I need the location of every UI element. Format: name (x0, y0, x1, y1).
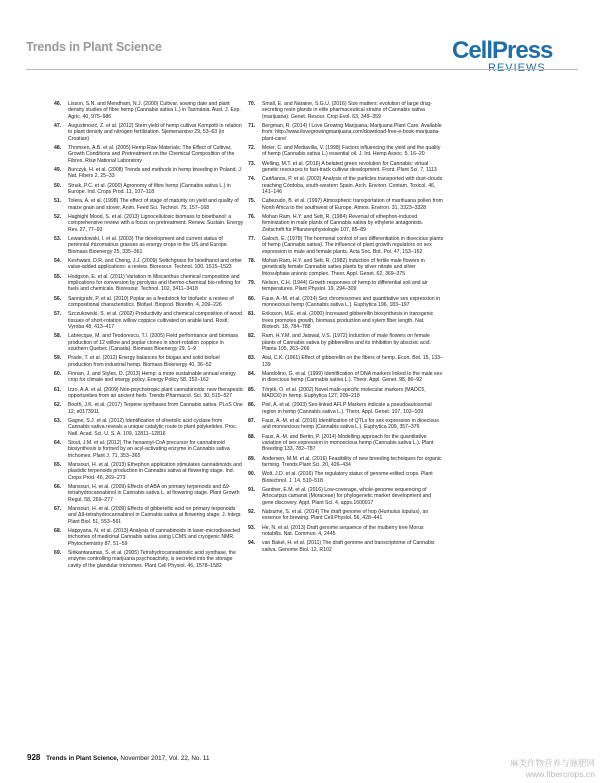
reference-item (54, 145, 244, 164)
logo-wordmark: CellPress (452, 37, 553, 64)
reference-text: Booth, J.K. et al. (2017) Terpene synthases from Cannabis sativa. PLoS One 12, e0173911 (68, 402, 243, 415)
reference-number: 87. (248, 418, 256, 425)
reference-item (248, 123, 444, 142)
reference-item (248, 355, 444, 368)
reference-item (54, 550, 244, 569)
reference-number: 73. (248, 160, 256, 167)
reference-number: 51. (54, 198, 62, 205)
reference-text: Finnan, J. and Styles, D. (2013) Hemp: a more sustainable annual energy crop for climate and energy policy. Energy Policy 58, 152–162 (68, 371, 236, 384)
reference-number: 93. (248, 524, 256, 531)
reference-item (248, 198, 444, 211)
reference-text: Gardner, E.M. et al. (2016) Low-coverage, whole-genome sequencing of Artocarpus camansi (Moraceae) for phylogenetic marker development and gene discovery. Appl. Plant Sci. 4, apps.1600017 (262, 487, 432, 506)
reference-text: Lewandowski, I. et al. (2003) The development and current status of perennial rhizomatous grasses as energy crops in the US and Europe. Biomass Bioenergy 25, 335–361 (68, 236, 229, 255)
reference-number: 54. (54, 257, 62, 264)
reference-number: 62. (54, 402, 62, 409)
reference-item (248, 333, 444, 352)
reference-text: He, N. et al. (2013) Draft genome sequence of the mulberry tree Morus notabilis. Nat. Commun. 4, 2445 (262, 524, 424, 538)
watermark-line1: 麻类作物营养与施肥网 (509, 758, 595, 768)
reference-text: Meier, C. and Mediavilla, V. (1998) Factors influencing the yield and the quality of hemp (Cannabis sativa L.) essential oil. J. Int. Hemp Assoc. 5, 16–20 (262, 144, 441, 158)
reference-item (248, 176, 444, 195)
reference-number: 59. (54, 355, 62, 362)
reference-number: 56. (54, 295, 62, 302)
reference-text: Keshwani, D.R. and Cheng, J.J. (2009) Switchgrass for bioethanol and other value-added applications: a review. Bioresour. Technol. 100, 1515–1523 (68, 257, 243, 271)
reference-number: 70. (248, 101, 256, 107)
reference-number: 64. (54, 440, 62, 447)
cellpress-logo (452, 38, 582, 78)
reference-item (248, 418, 444, 431)
reference-item (248, 101, 444, 120)
reference-item (54, 296, 244, 309)
reference-number: 49. (54, 166, 62, 173)
footer-issue: November 2017, Vol. 22, No. 11 (120, 755, 210, 762)
reference-text: Faux, A.-M. and Bertin, P. (2014) Modelling approach for the quantitative variation of sex expression in monoecious hemp (Cannabis sativa L.). Plant Breeding 133, 782–787 (262, 433, 434, 453)
reference-number: 46. (54, 101, 62, 107)
reference-item (248, 371, 444, 384)
reference-text: Eriksson, M.E. et al. (2000) Increased gibberellin biosynthesis in transgenic trees promotes growth, biomass production and xylem fiber length. Nat. Biotech. 18, 784–788 (262, 311, 434, 330)
reference-item (54, 484, 244, 503)
reference-item (54, 198, 244, 211)
reference-text: Small, E. and Naraine, S.G.U. (2016) Size matters: evolution of large drug-secreting resin glands in elite pharmaceutical strains of Cannabis sativa (marijuana). Genet. Resour. Crop Evol. 63, 349–359 (262, 101, 433, 120)
reference-number: 78. (248, 257, 256, 264)
reference-number: 68. (54, 527, 62, 534)
reference-item (248, 311, 444, 330)
reference-text: Thomsen, A.B. et al. (2005) Hemp Raw Materials: The Effect of Cultivar, Growth Conditions and Pretreatment on the Chemical Composition of the Fibres, Risø National Laboratory (68, 144, 235, 164)
reference-item (54, 333, 244, 352)
reference-number: 57. (54, 311, 62, 318)
reference-text: Welling, M.T. et al. (2016) A belated green revolution for Cannabis: virtual genetic resources to fast-track cultivar development. Front. Plant Sci. 7, 1113 (262, 160, 437, 173)
references-right-column (248, 101, 444, 556)
reference-text: Atal, C.K. (1961) Effect of gibberellin on the fibers of hemp. Econ. Bot. 15, 133–139 (262, 355, 443, 368)
reference-number: 74. (248, 176, 256, 183)
reference-number: 84. (248, 371, 256, 377)
reference-item (54, 167, 244, 180)
reference-number: 91. (248, 487, 256, 494)
reference-number: 90. (248, 471, 256, 478)
reference-item (54, 418, 244, 437)
reference-item (54, 183, 244, 196)
reference-number: 71. (248, 122, 256, 129)
watermark-line2: www.fibercrops.cn (526, 769, 595, 779)
reference-number: 72. (248, 144, 256, 151)
reference-number: 47. (54, 122, 62, 129)
journal-header: Trends in Plant Science (26, 40, 162, 54)
reference-number: 85. (248, 386, 256, 393)
reference-number: 75. (248, 198, 256, 205)
reference-number: 55. (54, 273, 62, 280)
reference-item (54, 274, 244, 293)
reference-number: 60. (54, 371, 62, 377)
reference-text: Happyana, N. et al. (2013) Analysis of cannabinoids in laser-microdissected trichomes of medicinal Cannabis sativa using LCMS and cryogenic NMR. Phytochemistry 87, 51–59 (68, 527, 241, 547)
reference-text: Nelson, C.H. (1944) Growth responses of hemp to differential soil and air temperatures. Plant Physiol. 19, 294–309 (262, 279, 428, 293)
reference-item (248, 145, 444, 158)
reference-text: Mansouri, H. et al. (2013) Ethephon application stimulates cannabinoids and plastidic terpenoids production in Cannabis sativa at flowering stage. Ind. Crops Prod. 46, 269–273 (68, 462, 242, 481)
reference-text: Ram, H.Y.M. and Jaiswal, V.S. (1972) Induction of male flowers on female plants of Cannabis sativa by gibberellins and its inhibition by abscisic acid. Planta 105, 263–266 (262, 333, 431, 352)
reference-item (54, 440, 244, 459)
reference-text: Natsume, S. et al. (2014) The draft genome of hop (Humulus lupulus), an essence for brewing. Plant Cell Physiol. 56, 428–441 (262, 509, 429, 522)
reference-number: 77. (248, 236, 256, 242)
reference-text: Gagne, S.J. et al. (2012) Identification of olivetolic acid cyclase from Cannabis sativa reveals a unique catalytic route to plant polyketides. Proc. Natl. Acad. Sci. U. S. A. 109, 12811–12816 (68, 418, 238, 437)
reference-text: Faux, A.-M. et al. (2016) Identification of QTLs for sex expression in dioecious and monoecious hemp (Cannabis sativa L.). Euphytica 209, 357–376 (262, 418, 439, 431)
reference-item (248, 471, 444, 484)
reference-number: 58. (54, 333, 62, 340)
reference-item (54, 355, 244, 368)
reference-item (248, 280, 444, 293)
reference-number: 89. (248, 455, 256, 462)
reference-item (248, 525, 444, 538)
reference-text: Andersen, M.M. et al. (2016) Feasibility of new breeding techniques for organic farming. Trends Plant Sci. 20, 426–434 (262, 455, 442, 469)
reference-text: Labrecque, M. and Teodorescu, T.I. (2005) Field performance and biomass production of 12 willow and poplar clones in short-rotation coppice in southern Quebec (Canada). Biomass Bioenergy 29, 1–9 (68, 333, 239, 352)
reference-item (54, 387, 244, 400)
reference-text: Lisson, S.N. and Mendham, N.J. (2000) Cultivar, sowing date and plant density studies of fibre hemp (Cannabis sativa L.) in Tasmania. Aust. J. Exp. Agric. 40, 975–986 (68, 101, 241, 120)
reference-number: 66. (54, 484, 62, 491)
reference-number: 86. (248, 402, 256, 409)
reference-item (54, 528, 244, 547)
reference-item (54, 311, 244, 330)
reference-number: 63. (54, 418, 62, 425)
reference-number: 79. (248, 279, 256, 286)
reference-text: Mansouri, H. et al. (2009) Effects of gibberellic acid on primary terpenoids and Δ9-tetrahydrocannabinol in Cannabis sativa at flowering stage. J. Integr. Plant Biol. 51, 553–561 (68, 506, 242, 525)
reference-text: Sannigrahi, P. et al. (2010) Poplar as a feedstock for biofuels: a review of compositional characteristics. Biofuel. Bioprod. Biorefin. 4, 209–226 (68, 295, 234, 308)
reference-text: Mohan Ram, H.Y. and Sett, R. (1984) Reversal of ethephon-induced feminization in male plants of Cannabis sativa by ethylene antagonists. Zeitschrift für Pflanzenphysiologie 107, 85–89 (262, 214, 424, 233)
reference-text: van Bakel, H. et al. (2011) The draft genome and transcriptome of Cannabis sativa. Genome Biol. 12, R102 (262, 540, 435, 553)
reference-item (248, 258, 444, 277)
reference-number: 48. (54, 144, 62, 151)
reference-text: Haghighi Mood, S. et al. (2013) Lignocellulosic biomass to bioethanol: a comprehensive review with a focus on pretreatment. Renew. Sustain. Energy Rev. 27, 77–93 (68, 214, 244, 233)
reference-text: Hodgson, E. et al. (2011) Variation in Miscanthus chemical composition and implications for conversion by pyrolysis and thermo-chemical bio-refining for fuels and chemicals. Bioresour. Technol. 102, 3411–3418 (68, 273, 241, 293)
reference-item (54, 402, 244, 415)
reference-text: Izzo, A.A. et al. (2009) Non-psychotropic plant cannabinoids: new therapeutic opportunities from an ancient herb. Trends Pharmacol. Sci. 30, 515–527 (68, 386, 244, 399)
reference-text: Wolt, J.D. et al. (2016) The regulatory status of genome-edited crops. Plant Biotechnol. J. 14, 510–518 (262, 471, 433, 484)
reference-number: 50. (54, 182, 62, 189)
reference-text: Mansouri, H. et al. (2009) Effects of ABA on primary terpenoids and Δ9-tetrahydrocannabinol in Cannabis sativa L. at flowering stage. Plant Growth Regul. 58, 269–277 (68, 484, 240, 503)
reference-text: Tolera, A. et al. (1998) The effect of stage of maturity on yield and quality of maize grain and stover. Anim. Feed Sci. Technol. 75, 157–168 (68, 198, 239, 211)
reference-number: 67. (54, 506, 62, 512)
reference-text: Burczyk, H. et al. (2008) Trends and methods in hemp breeding in Poland. J. Nat. Fibers 2, 25–33 (68, 166, 243, 180)
reference-text: Törjék, O. et al. (2002) Novel male-specific molecular markers (MADC5, MADC6) in hemp. Euphytica 127, 209–218 (262, 386, 426, 399)
reference-item (248, 236, 444, 255)
reference-item (248, 434, 444, 453)
reference-item (248, 387, 444, 400)
reference-text: Galoch, E. (1978) The hormonal control of sex differentiation in dioecious plants of hemp (Cannabis sativa). The influence of plant growth regulators on sex expression in male and female plants. Acta Soc. Bot. Pol. 47, 153–162 (262, 236, 444, 255)
reference-text: Stout, J.M. et al. (2012) The hexanoyl-CoA precursor for cannabinoid biosynthesis is formed by an acyl-activating enzyme in Cannabis sativa trichomes. Plant J. 71, 353–365 (68, 440, 230, 459)
reference-item (248, 456, 444, 469)
reference-text: Peil, A. et al. (2003) Sex-linked AFLP Markers indicate a pseudoautosomal region in hemp (Cannabis sativa L.). Theor. Appl. Genet. 107, 102–109 (262, 402, 432, 415)
reference-text: Bergman, R. (2014) I Love Growing Marijuana, Marijuana Plant Care. Available from: http://www.ilovegrowingmarijuana.com/download-free-e-book-marijuana-plant-care/ (262, 122, 442, 142)
reference-number: 52. (54, 214, 62, 221)
site-watermark (510, 758, 595, 780)
logo-reviews: REVIEWS (488, 62, 546, 74)
reference-item (54, 258, 244, 271)
reference-text: Mandolino, G. et al. (1999) Identification of DNA markers linked to the male sex in dioecious hemp (Cannabis sativa L.). Theor. Appl. Genet. 98, 86–92 (262, 371, 443, 384)
reference-text: Faux, A.-M. et al. (2014) Sex chromosomes and quantitative sex expression in monoecious hemp (Cannabis sativa L.). Euphytica 196, 183–197 (262, 295, 441, 308)
reference-item (248, 161, 444, 174)
footer-journal: Trends in Plant Science, (46, 755, 119, 762)
reference-item (248, 487, 444, 506)
reference-item (248, 540, 444, 553)
reference-number: 94. (248, 540, 256, 547)
page-footer (27, 753, 209, 762)
reference-item (54, 101, 244, 120)
header-rule (26, 69, 578, 70)
reference-text: Augustinović, Z. et al. (2012) Stem yield of hemp cultivar Kompolti in relation to plant density and nitrogen fertilization. Sjemenarstvo 29, 53–63 (in Croatian) (68, 122, 242, 142)
reference-item (54, 371, 244, 384)
reference-text: Cariñanos, P. et al. (2003) Analysis of the particles transported with dust-clouds reaching Córdoba, south-western Spain. Arch. Environ. Contam. Toxicol. 46, 141–146 (262, 176, 443, 195)
reference-number: 65. (54, 462, 62, 469)
reference-text: Sirikantaramas, S. et al. (2005) Tetrahydrocannabinolic acid synthase, the enzyme controlling marijuana psychoactivity, is secreted into the storage cavity of the glandular trichomes. Plant Cell Physiol. 46, 1578–1582 (68, 549, 236, 569)
reference-number: 82. (248, 333, 256, 340)
reference-number: 76. (248, 214, 256, 221)
reference-item (54, 214, 244, 233)
reference-text: Struik, P.C. et al. (2000) Agronomy of fibre hemp (Cannabis sativa L.) in Europe. Ind. Crops Prod. 11, 107–118 (68, 182, 231, 195)
reference-number: 61. (54, 386, 62, 393)
reference-number: 88. (248, 433, 256, 440)
reference-text: Prade, T. et al. (2012) Energy balances for biogas and solid biofuel production from industrial hemp. Biomass Bioenergy 40, 36–52 (68, 355, 220, 368)
references-left-column (54, 101, 244, 572)
reference-item (54, 506, 244, 525)
reference-text: Cabezudo, B. et al. (1997) Atmospheric transportation of marihuana pollen from North Africa to the southwest of Europe. Atmos. Environ. 31, 3323–3328 (262, 198, 443, 211)
reference-text: Szczukowski, S. et al. (2002) Productivity and chemical composition of wood tissues of short-rotation willow coppice cultivated on arable land. Rostl. Vyroba 48, 413–417 (68, 311, 243, 330)
reference-item (54, 462, 244, 481)
reference-item (248, 296, 444, 309)
reference-item (248, 402, 444, 415)
reference-number: 53. (54, 236, 62, 242)
reference-item (54, 123, 244, 142)
page-number: 928 (27, 753, 41, 762)
reference-number: 83. (248, 355, 256, 362)
reference-number: 69. (54, 549, 62, 556)
reference-number: 80. (248, 295, 256, 302)
reference-number: 92. (248, 509, 256, 516)
reference-item (54, 236, 244, 255)
reference-number: 81. (248, 311, 256, 318)
reference-item (248, 509, 444, 522)
reference-text: Mohan Ram, H.Y. and Sett, R. (1982) Induction of fertile male flowers in genetically female Cannabis sativa plants by silver nitrate and silver thiosulphate anionic complex. Theor. Appl. Genet. 62, 369–375 (262, 257, 425, 277)
reference-item (248, 214, 444, 233)
